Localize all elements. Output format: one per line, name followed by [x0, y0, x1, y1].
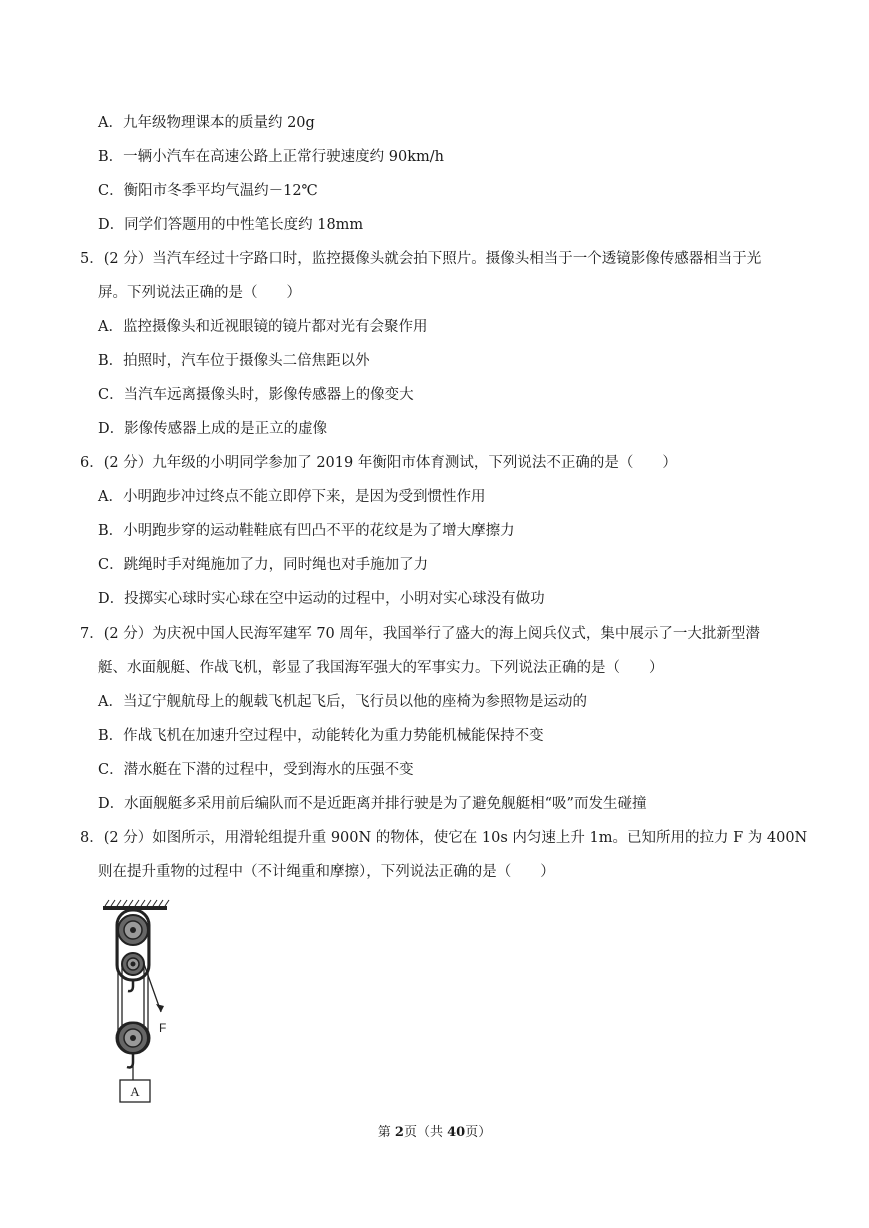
q7-option-d: D．水面舰艇多采用前后编队而不是近距离并排行驶是为了避免舰艇相“吸”而发生碰撞: [98, 796, 647, 812]
q6-option-d: D．投掷实心球时实心球在空中运动的过程中，小明对实心球没有做功: [98, 591, 545, 607]
q7-option-c: C．潜水艇在下潜的过程中，受到海水的压强不变: [98, 762, 414, 778]
q5-stem: 5．(2 分）当汽车经过十字路口时，监控摄像头就会拍下照片。摄像头相当于一个透镜影像传感器相当于光: [80, 251, 762, 267]
q4-option-a: A．九年级物理课本的质量约 20g: [98, 115, 315, 131]
q4-option-d: D．同学们答题用的中性笔长度约 18mm: [98, 217, 364, 233]
q5-option-d: D．影像传感器上成的是正立的虚像: [98, 421, 328, 437]
q8-stem-cont: 则在提升重物的过程中（不计绳重和摩擦），下列说法正确的是（ ）: [98, 864, 555, 880]
pulley-system-figure: [95, 898, 205, 1108]
footer-prefix: 第: [377, 1125, 395, 1140]
q6-option-c: C．跳绳时手对绳施加了力，同时绳也对手施加了力: [98, 557, 429, 573]
footer-total-pages: 40: [447, 1125, 466, 1140]
q7-option-b: B．作战飞机在加速升空过程中，动能转化为重力势能机械能保持不变: [98, 728, 544, 744]
q5-option-a: A．监控摄像头和近视眼镜的镜片都对光有会聚作用: [98, 319, 428, 335]
ceiling: [103, 900, 169, 910]
footer-suffix: 页）: [465, 1125, 492, 1140]
footer-page-number: 2: [394, 1125, 404, 1140]
q7-option-a: A．当辽宁舰航母上的舰载飞机起飞后，飞行员以他的座椅为参照物是运动的: [98, 694, 587, 710]
block-label: A: [130, 1084, 140, 1099]
q7-stem-cont: 艇、水面舰艇、作战飞机，彰显了我国海军强大的军事实力。下列说法正确的是（ ）: [98, 660, 664, 676]
footer-middle: 页（共: [403, 1125, 448, 1140]
page-footer: [0, 1121, 869, 1140]
q5-option-c: C．当汽车远离摄像头时，影像传感器上的像变大: [98, 387, 414, 403]
q7-stem: 7．(2 分）为庆祝中国人民海军建军 70 周年，我国举行了盛大的海上阅兵仪式，集中展示了一大批新型潜: [80, 626, 760, 642]
fixed-pulley-upper: [118, 915, 148, 945]
q6-option-a: A．小明跑步冲过终点不能立即停下来，是因为受到惯性作用: [98, 489, 486, 505]
q8-stem: 8．(2 分）如图所示，用滑轮组提升重 900N 的物体，使它在 10s 内匀速上升 1m。已知所用的拉力 F 为 400N: [80, 830, 808, 846]
q5-stem-cont: 屏。下列说法正确的是（ ）: [98, 285, 301, 301]
q6-option-b: B．小明跑步穿的运动鞋鞋底有凹凸不平的花纹是为了增大摩擦力: [98, 523, 515, 539]
force-label: F: [159, 1021, 167, 1035]
ropes: [118, 930, 161, 1038]
fixed-hook: [128, 980, 133, 991]
movable-hook: [127, 1053, 133, 1067]
q4-option-c: C．衡阳市冬季平均气温约－12℃: [98, 183, 318, 199]
fixed-pulley-lower: [122, 953, 144, 975]
q5-option-b: B．拍照时，汽车位于摄像头二倍焦距以外: [98, 353, 370, 369]
q6-stem: 6．(2 分）九年级的小明同学参加了 2019 年衡阳市体育测试，下列说法不正确的是（ ）: [80, 455, 677, 471]
q4-option-b: B．一辆小汽车在高速公路上正常行驶速度约 90km/h: [98, 149, 444, 165]
movable-pulley: [117, 1023, 149, 1053]
